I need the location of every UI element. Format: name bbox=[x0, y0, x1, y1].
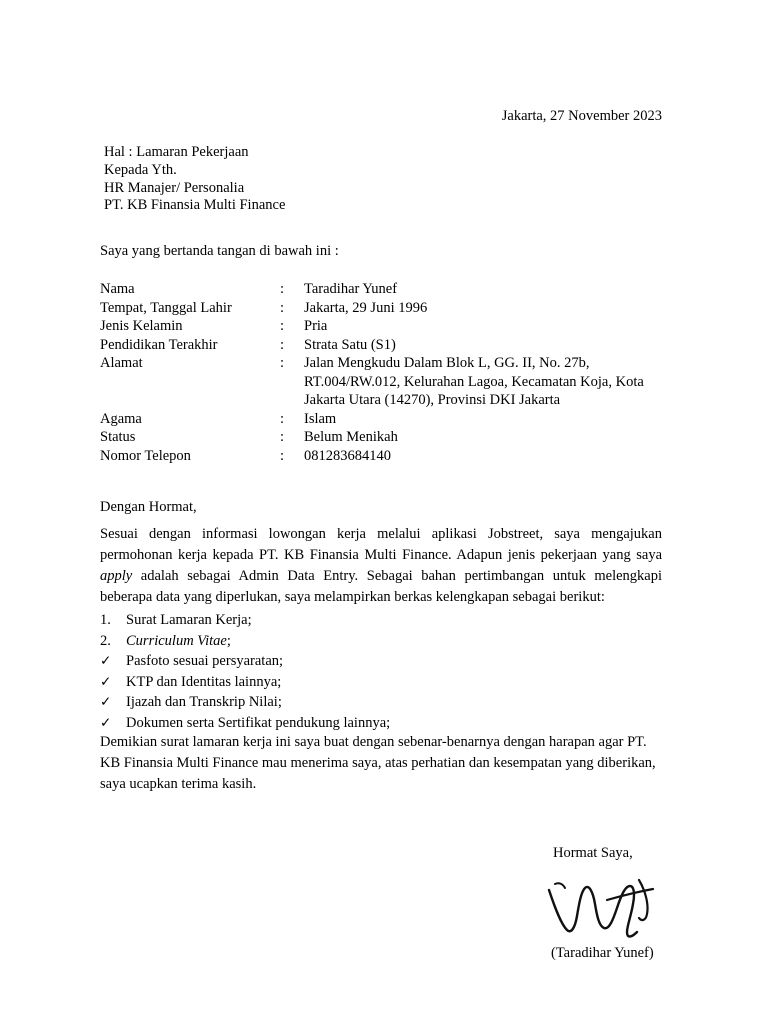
list-item bbox=[100, 672, 662, 693]
body-paragraph-1 bbox=[100, 524, 662, 608]
biodata-row-address bbox=[100, 354, 644, 410]
address-line-2: RT.004/RW.012, Kelurahan Lagoa, Kecamatan Koja, Kota bbox=[304, 373, 644, 390]
closing-text: Hormat Saya, bbox=[553, 845, 633, 861]
list-item-italic: Curriculum Vitae bbox=[126, 632, 227, 649]
recipient-line-role: HR Manajer/ Personalia bbox=[104, 179, 245, 196]
biodata-row bbox=[100, 280, 644, 299]
biodata-colon: : bbox=[280, 318, 285, 334]
attachment-list bbox=[100, 610, 662, 733]
biodata-label: Alamat bbox=[100, 355, 143, 371]
list-item-text: Dokumen serta Sertifikat pendukung lainnya; bbox=[126, 714, 391, 731]
biodata-row bbox=[100, 336, 644, 355]
biodata-colon: : bbox=[280, 429, 285, 445]
biodata-label: Agama bbox=[100, 410, 142, 427]
list-marker-number: 1. bbox=[100, 612, 111, 628]
biodata-value: Taradihar Yunef bbox=[304, 281, 398, 297]
address-line-1: Jalan Mengkudu Dalam Blok L, GG. II, No. 27b, bbox=[304, 355, 590, 371]
paragraph-1-part-b: adalah sebagai Admin Data Entry. Sebagai bahan pertimbangan untuk melengkapi beberapa data yang diperlukan, saya melampirkan berkas kelengkapan sebagai berikut: bbox=[100, 568, 662, 605]
date-line: Jakarta, 27 November 2023 bbox=[501, 108, 662, 124]
list-item bbox=[100, 713, 662, 734]
biodata-label: Status bbox=[100, 429, 136, 445]
biodata-row bbox=[100, 428, 644, 447]
paragraph-1-part-a: Sesuai dengan informasi lowongan kerja melalui aplikasi Jobstreet, saya mengajukan permohonan kerja kepada PT. KB Finansia Multi Finance. Adapun jenis pekerjaan yang saya bbox=[100, 526, 662, 563]
list-item bbox=[100, 651, 662, 672]
list-item-text: KTP dan Identitas lainnya; bbox=[126, 673, 282, 690]
biodata-label: Nomor Telepon bbox=[100, 447, 191, 464]
recipient-line-subject: Hal : Lamaran Pekerjaan bbox=[104, 144, 249, 160]
biodata-value: Pria bbox=[304, 318, 328, 334]
list-item bbox=[100, 692, 662, 713]
biodata-colon: : bbox=[280, 281, 285, 297]
biodata-colon: : bbox=[280, 299, 285, 316]
list-item-text: Pasfoto sesuai persyaratan; bbox=[126, 653, 284, 669]
body-paragraph-2: Demikian surat lamaran kerja ini saya buat dengan sebenar-benarnya dengan harapan agar PT. KB Finansia Multi Finance mau menerima saya, atas perhatian dan kesempatan yang diberikan, saya ucapkan terima kasih. bbox=[100, 734, 656, 792]
biodata-row bbox=[100, 410, 644, 429]
paragraph-1-italic-word: apply bbox=[100, 568, 133, 584]
biodata-label: Jenis Kelamin bbox=[100, 318, 183, 334]
signature-image bbox=[535, 870, 685, 945]
address-line-3: Jakarta Utara (14270), Provinsi DKI Jakarta bbox=[304, 392, 561, 408]
checkmark-icon: ✓ bbox=[100, 653, 112, 668]
list-item-text: Surat Lamaran Kerja; bbox=[126, 612, 252, 628]
biodata-colon: : bbox=[280, 447, 285, 464]
biodata-value: Belum Menikah bbox=[304, 429, 398, 445]
list-item-tail: ; bbox=[226, 632, 231, 649]
checkmark-icon: ✓ bbox=[100, 673, 112, 689]
biodata-label: Pendidikan Terakhir bbox=[100, 336, 218, 353]
list-item-text: Ijazah dan Transkrip Nilai; bbox=[126, 694, 282, 710]
list-item bbox=[100, 610, 662, 631]
biodata-colon: : bbox=[280, 336, 285, 353]
recipient-line-company: PT. KB Finansia Multi Finance bbox=[104, 197, 286, 214]
biodata-colon: : bbox=[280, 355, 285, 371]
biodata-value: 081283684140 bbox=[304, 447, 391, 464]
signer-name: (Taradihar Yunef) bbox=[551, 945, 654, 961]
list-marker-number: 2. bbox=[100, 632, 111, 649]
checkmark-icon: ✓ bbox=[100, 694, 112, 709]
salutation: Dengan Hormat, bbox=[100, 499, 197, 515]
biodata-table bbox=[100, 280, 644, 465]
biodata-label: Tempat, Tanggal Lahir bbox=[100, 299, 232, 316]
intro-text: Saya yang bertanda tangan di bawah ini : bbox=[100, 243, 339, 259]
biodata-row bbox=[100, 317, 644, 336]
biodata-value-address bbox=[304, 354, 644, 410]
biodata-value: Jakarta, 29 Juni 1996 bbox=[304, 299, 428, 316]
biodata-value: Islam bbox=[304, 410, 337, 427]
biodata-value: Strata Satu (S1) bbox=[304, 336, 396, 353]
biodata-label: Nama bbox=[100, 281, 135, 297]
biodata-colon: : bbox=[280, 410, 285, 427]
recipient-line-attn: Kepada Yth. bbox=[104, 161, 177, 178]
list-item-text bbox=[126, 631, 231, 652]
list-item bbox=[100, 631, 662, 652]
biodata-row bbox=[100, 299, 644, 318]
checkmark-icon: ✓ bbox=[100, 714, 112, 730]
recipient-block bbox=[104, 144, 285, 215]
biodata-row bbox=[100, 447, 644, 466]
